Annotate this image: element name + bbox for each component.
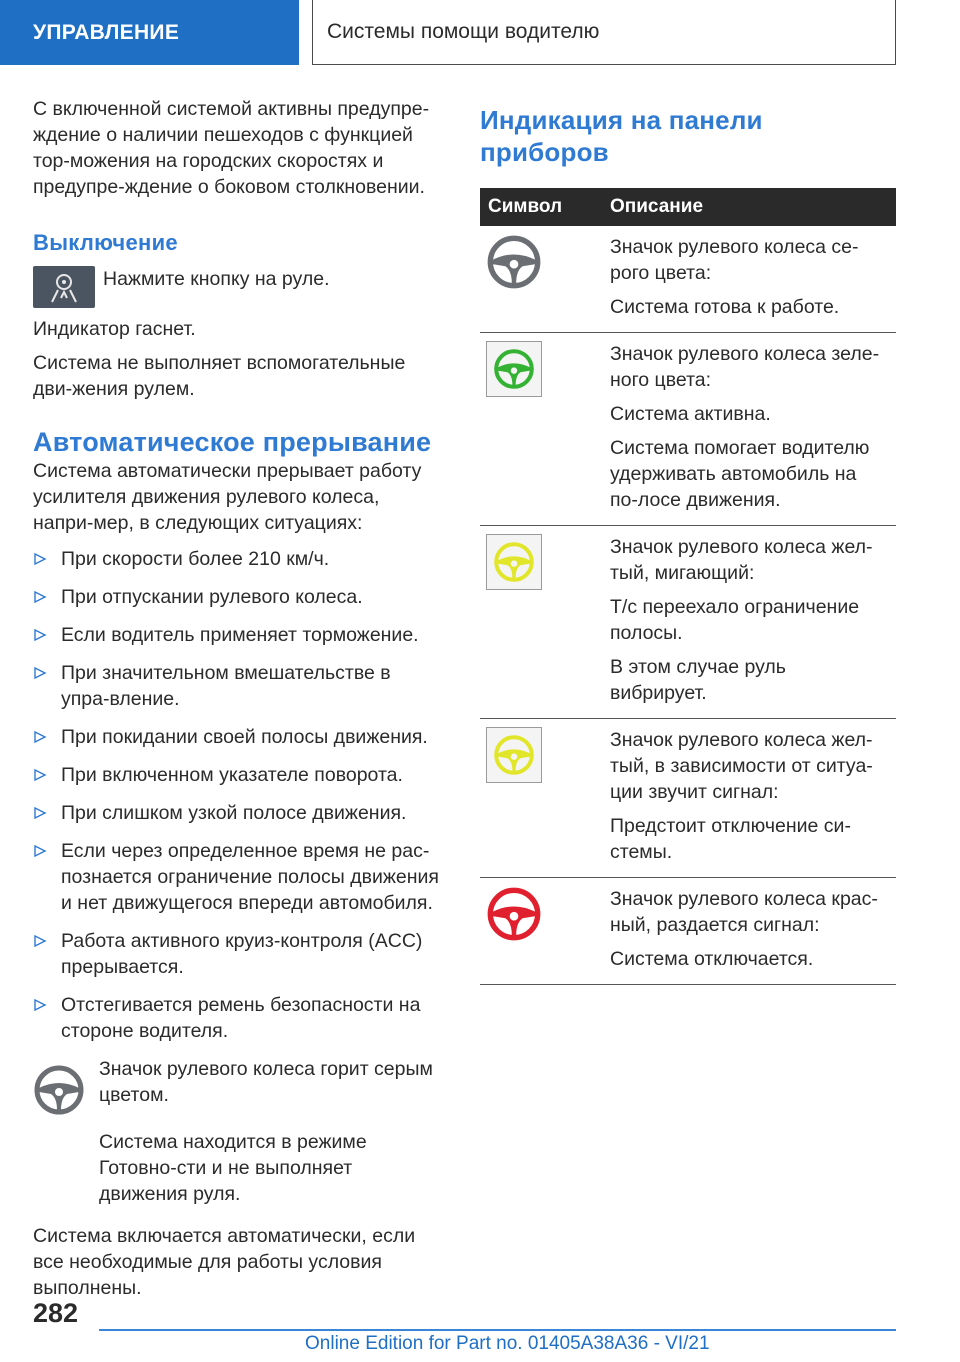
steering-wheel-yellow-blinking-icon [486,534,542,590]
bullet-item: При включенном указателе поворота. [33,762,443,788]
triangle-bullet-icon [33,806,47,820]
off-line-2: Система не выполняет вспомогательные дви-жения рулем. [33,352,406,400]
column-header-description: Описание [602,188,896,226]
triangle-bullet-icon [33,998,47,1012]
table-row: Значок рулевого колеса крас-ный, раздается сигнал: Система отключается. [480,878,896,985]
indicator-heading: Индикация на панели приборов [480,105,763,167]
indicator-table [480,188,896,985]
auto-on-paragraph: Система включается автоматически, если все необходимые для работы условия выполнены. [33,1225,416,1299]
off-button-text: Нажмите кнопку на руле. [103,268,330,290]
gray-wheel-line-2: Система находится в режиме Готовно-сти и не выполняет движения руля. [99,1131,367,1205]
bullet-item: Если через определенное время не рас-познается ограничение полосы движения и нет движущегося впереди автомобиля. [33,838,443,916]
steering-wheel-green-icon [486,341,542,397]
bullet-item: При отпускании рулевого колеса. [33,584,443,610]
column-header-symbol: Символ [480,188,602,226]
table-row: Значок рулевого колеса зеле-ного цвета: Система активна. Система помогает водителю удерживать автомобиль на по-лосе движения. [480,333,896,526]
intro-paragraph: С включенной системой активны предупре-ждение о наличии пешеходов с функцией тор-можения на городских скоростях и предупре-ждение о боковом столкновении. [33,98,430,198]
steering-wheel-red-icon [486,886,542,942]
triangle-bullet-icon [33,628,47,642]
off-button-row [33,266,443,308]
off-heading: Выключение [33,230,178,255]
page-number: 282 [33,1298,79,1328]
footer-edition: Online Edition for Part no. 01405A38A36 - VI/21 [305,1333,710,1354]
triangle-bullet-icon [33,666,47,680]
footer-divider [99,1329,896,1331]
auto-bullet-list [33,546,443,1044]
auto-intro: Система автоматически прерывает работу усилителя движения рулевого колеса, напри-мер, в следующих ситуациях: [33,460,422,534]
bullet-item: При скорости более 210 км/ч. [33,546,443,572]
left-column [33,96,443,1301]
bullet-item: При покидании своей полосы движения. [33,724,443,750]
off-line-1: Индикатор гаснет. [33,318,196,340]
steering-wheel-gray-icon [486,234,542,290]
table-row: Значок рулевого колеса жел-тый, мигающий: Т/с переехало ограничение полосы. В этом случае руль вибрирует. [480,526,896,719]
bullet-item: Отстегивается ремень безопасности на стороне водителя. [33,992,443,1044]
table-row: Значок рулевого колеса се-рого цвета: Система готова к работе. [480,226,896,333]
triangle-bullet-icon [33,590,47,604]
auto-heading: Автоматическое прерывание [33,427,432,457]
triangle-bullet-icon [33,844,47,858]
bullet-item: Если водитель применяет торможение. [33,622,443,648]
lane-assist-button-icon [33,266,95,308]
section-title: УПРАВЛЕНИЕ [33,20,180,44]
subsection-title: Системы помощи водителю [327,20,600,43]
subsection-header [312,0,896,65]
bullet-item: Работа активного круиз-контроля (ACC) прерывается. [33,928,443,980]
bullet-item: При значительном вмешательстве в упра-вление. [33,660,443,712]
table-row: Значок рулевого колеса жел-тый, в зависимости от ситуа-ции звучит сигнал: Предстоит отключение си-стемы. [480,719,896,878]
section-header [0,0,299,65]
bullet-item: При слишком узкой полосе движения. [33,800,443,826]
triangle-bullet-icon [33,768,47,782]
steering-wheel-gray-icon [33,1056,89,1121]
right-column [480,96,896,985]
gray-wheel-note [33,1056,443,1121]
triangle-bullet-icon [33,934,47,948]
table-header-row [480,188,896,226]
triangle-bullet-icon [33,552,47,566]
steering-wheel-yellow-icon [486,727,542,783]
triangle-bullet-icon [33,730,47,744]
gray-wheel-line-1: Значок рулевого колеса горит серым цветом. [99,1058,433,1106]
